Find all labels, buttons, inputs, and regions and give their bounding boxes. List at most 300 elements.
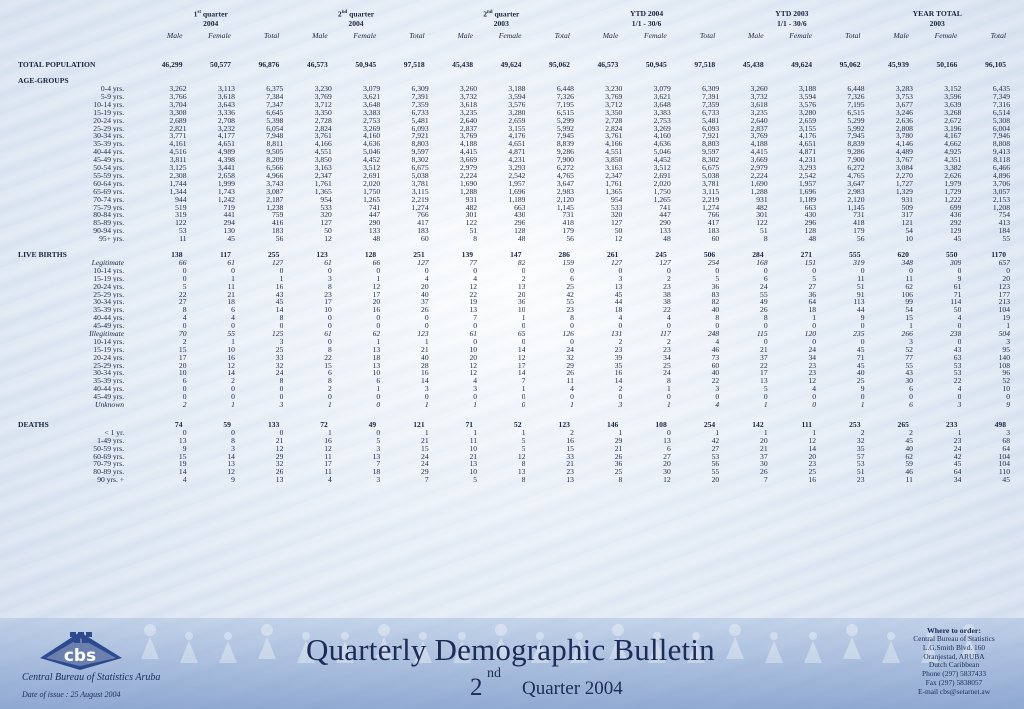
age-group-row	[18, 211, 1010, 219]
cell-value: 5,481	[411, 116, 429, 125]
cell-value: 1	[812, 428, 817, 437]
cell-value: 13	[178, 436, 187, 445]
cell-value: 2	[909, 428, 913, 437]
cell-value: 6,054	[266, 124, 284, 133]
cell-value: 20	[372, 298, 381, 307]
cell-value: 0	[521, 337, 526, 346]
cell-value: 2,808	[895, 124, 913, 133]
deaths-age-row-label: < 1 yr.	[104, 428, 125, 437]
cell-value: 238	[949, 329, 962, 338]
cell-value: 5	[521, 444, 526, 453]
cell-value: 39	[614, 353, 623, 362]
cell-value: 3,057	[992, 187, 1010, 196]
cell-value: 8,302	[411, 156, 429, 164]
period-heading	[719, 9, 864, 19]
cell-value: 6	[666, 444, 671, 453]
cell-value: 45	[856, 361, 865, 370]
cell-value: 2,983	[556, 187, 574, 196]
cell-value: 12	[517, 353, 526, 362]
person-figure-icon	[219, 632, 237, 663]
order-line: Dutch Caribbean	[928, 660, 980, 670]
cell-value: 23	[663, 345, 671, 354]
cell-value: 5,046	[653, 148, 671, 157]
cell-value: 2	[618, 337, 623, 346]
illegitimate-age-row	[18, 338, 1010, 346]
cell-value: 1,999	[217, 179, 235, 188]
cell-value: 50	[324, 227, 332, 235]
cell-value: 13	[469, 306, 478, 315]
cell-value: 115	[756, 329, 768, 338]
cell-value: 19	[469, 298, 478, 307]
cell-value: 1	[424, 337, 429, 346]
cell-value: 235	[853, 329, 865, 338]
cell-value: 16	[227, 353, 235, 362]
cell-value: 14	[227, 369, 235, 378]
cell-value: 5,992	[556, 124, 574, 133]
person-figure-icon	[180, 632, 198, 663]
cell-value: 55	[566, 298, 574, 307]
cell-value: 1	[860, 400, 865, 409]
cell-value: 0	[666, 428, 671, 437]
cell-value: 64	[953, 468, 962, 477]
cell-value: 3,163	[605, 163, 623, 172]
cell-value: 5	[473, 476, 478, 484]
cell-value: 2,347	[314, 171, 332, 180]
cell-value: 49	[760, 298, 768, 307]
order-line: Central Bureau of Statistics	[913, 634, 995, 644]
period-heading-line1: 2	[483, 9, 487, 19]
cell-value: 2,120	[847, 195, 865, 204]
cell-value: 52	[1002, 377, 1010, 386]
cell-value: 15	[178, 452, 187, 461]
cell-value: 0	[957, 266, 962, 275]
cell-value: 36	[614, 460, 623, 469]
age-group-row-label: 10-14 yrs.	[93, 100, 125, 109]
cell-value: 7,391	[411, 92, 429, 101]
cell-value: 0	[570, 392, 574, 401]
cell-value: 104	[998, 460, 1010, 469]
cell-value: 117	[659, 329, 671, 338]
cell-value: 23	[808, 369, 817, 378]
period-heading-ordinal: st	[197, 9, 202, 15]
cell-value: 550	[945, 250, 958, 259]
cell-value: 12	[469, 361, 478, 370]
age-group-row-label: 55-59 yrs.	[93, 171, 125, 180]
cell-value: 11	[227, 282, 235, 291]
cell-value: 10	[372, 369, 381, 378]
cell-value: 261	[606, 250, 619, 259]
cell-value: 766	[417, 211, 429, 220]
cell-value: 3,639	[944, 100, 962, 109]
cell-value: 50,945	[355, 60, 377, 69]
cell-value: 7,349	[992, 92, 1010, 101]
cell-value: 1	[231, 274, 235, 283]
cell-value: 286	[558, 250, 570, 259]
header-spacer	[18, 19, 138, 29]
cell-value: 24	[953, 444, 962, 453]
deaths-age-row-label: 80-89 yrs.	[93, 468, 125, 477]
cell-value: 10	[469, 345, 478, 354]
cell-value: 3,647	[847, 179, 865, 188]
cell-value: 13	[517, 282, 526, 291]
cell-value: 2,979	[459, 163, 478, 172]
cell-value: 3,280	[508, 108, 526, 117]
cell-value: 24	[566, 345, 574, 354]
cell-value: 0	[327, 321, 332, 330]
cell-value: 45,438	[452, 60, 474, 69]
cell-value: 13	[227, 460, 235, 469]
cell-value: 3,336	[217, 108, 235, 117]
cell-value: 4,415	[750, 148, 768, 157]
cell-value: 4	[715, 400, 720, 409]
cell-value: 6,733	[411, 108, 429, 117]
cell-value: 45,438	[742, 60, 764, 69]
cell-value: 2,219	[702, 195, 720, 204]
cell-value: 13	[566, 476, 574, 484]
cell-value: 42	[566, 290, 574, 299]
cell-value: 1	[279, 274, 284, 283]
cell-value: 127	[610, 219, 623, 228]
cell-value: 2,219	[411, 195, 429, 204]
cell-value: 6,093	[411, 124, 429, 133]
deaths-age-row	[18, 452, 1010, 460]
cell-value: 20	[711, 476, 720, 484]
cell-value: 96,105	[985, 60, 1006, 69]
cell-value: 3,232	[217, 124, 235, 133]
cell-value: 3,677	[895, 100, 913, 109]
subtitle-ordinal: nd	[487, 666, 501, 681]
cell-value: 55	[760, 290, 768, 299]
cell-value: 6,566	[266, 163, 284, 172]
cell-value: 4	[182, 314, 187, 322]
cell-value: 23	[663, 282, 671, 291]
cell-value: 21	[566, 460, 574, 469]
cell-value: 3,079	[363, 85, 381, 93]
age-group-row	[18, 156, 1010, 164]
cell-value: 8	[521, 476, 526, 484]
cell-value: 741	[368, 203, 381, 212]
cell-value: 3,704	[169, 100, 187, 109]
cell-value: 19	[1002, 314, 1010, 322]
cell-value: 0	[424, 314, 429, 322]
cell-value: 11	[566, 377, 574, 386]
cell-value: 1,957	[508, 179, 526, 188]
cell-value: 931	[465, 195, 478, 204]
cell-value: 301	[756, 211, 768, 220]
cell-value: 4,231	[798, 156, 817, 164]
cell-value: 3,269	[653, 124, 671, 133]
cell-value: 2	[860, 428, 865, 437]
cell-value: 21	[421, 436, 429, 445]
cell-value: 8,808	[992, 140, 1010, 149]
cell-value: 1	[327, 428, 332, 437]
cell-value: 1,189	[798, 195, 817, 204]
cell-value: 16	[614, 369, 623, 378]
age-group-row	[18, 85, 1010, 93]
cell-value: 4,177	[217, 132, 235, 141]
cell-value: 128	[514, 227, 526, 235]
cell-value: 620	[897, 250, 909, 259]
cell-value: 140	[998, 353, 1010, 362]
header-spacer	[18, 9, 138, 19]
cell-value: 2	[570, 428, 574, 437]
cell-value: 265	[897, 420, 909, 429]
cell-value: 12	[372, 282, 381, 291]
cell-value: 253	[849, 420, 861, 429]
cell-value: 64	[1002, 444, 1010, 453]
cell-value: 15	[178, 345, 187, 354]
cell-value: 1,274	[411, 203, 429, 212]
deaths-age-row-label: 60-69 yrs.	[93, 452, 125, 461]
cell-value: 8	[327, 377, 332, 386]
age-groups-heading	[18, 69, 1010, 85]
cell-value: 9,505	[266, 148, 284, 157]
cell-value: 254	[703, 420, 716, 429]
illegitimate-age-row	[18, 369, 1010, 377]
cell-value: 25	[856, 377, 865, 386]
cell-value: 55	[711, 468, 720, 477]
cell-value: 133	[267, 420, 280, 429]
cell-value: 1,145	[847, 203, 865, 212]
cell-value: 10	[324, 306, 332, 315]
cell-value: 7,359	[411, 100, 429, 109]
cell-value: 3,230	[605, 85, 623, 93]
cell-value: 4,636	[363, 140, 381, 149]
cell-value: 130	[223, 227, 235, 235]
cell-value: 10	[905, 234, 913, 243]
cell-value: 64	[808, 298, 817, 307]
cell-value: 2	[182, 337, 187, 346]
age-group-row-label: 40-44 yrs.	[93, 148, 125, 157]
cell-value: 3,084	[895, 163, 913, 172]
cell-value: 0	[231, 428, 235, 437]
column-heading: Male	[457, 31, 474, 41]
cell-value: 30	[663, 468, 671, 477]
age-group-row-label: 25-29 yrs.	[93, 124, 125, 133]
cell-value: 30	[905, 377, 913, 386]
deaths-age-row	[18, 476, 1010, 484]
cell-value: 1	[666, 400, 671, 409]
cell-value: 3,669	[750, 156, 768, 164]
cell-value: 0	[618, 321, 623, 330]
period-subheading: 2003	[493, 19, 509, 29]
cell-value: 50	[614, 227, 623, 235]
cell-value: 2,821	[169, 124, 187, 133]
period-heading-line1: 2	[337, 9, 342, 19]
column-heading: Total	[554, 31, 570, 41]
cell-value: 1,265	[363, 195, 381, 204]
cell-value: 0	[666, 266, 671, 275]
cell-value: 23	[808, 361, 817, 370]
cell-value: 108	[655, 420, 667, 429]
cell-value: 413	[998, 219, 1010, 228]
cell-value: 0	[376, 392, 381, 401]
cell-value: 3	[327, 274, 332, 283]
org-name: Central Bureau of Statistics Aruba	[22, 672, 161, 683]
cell-value: 59	[905, 460, 913, 469]
cell-value: 36	[808, 290, 817, 299]
cell-value: 29	[566, 361, 574, 370]
cell-value: 20	[469, 353, 478, 362]
cell-value: 9,597	[702, 148, 720, 157]
cell-value: 1	[376, 385, 381, 393]
cell-value: 74	[174, 420, 183, 429]
cell-value: 3	[279, 400, 284, 409]
cell-value: 6,004	[992, 124, 1010, 133]
cell-value: 3,188	[508, 85, 526, 93]
cell-value: 4	[666, 314, 671, 322]
cell-value: 125	[271, 329, 284, 338]
cell-value: 1	[570, 400, 574, 409]
cell-value: 1,729	[944, 187, 962, 196]
cell-value: 0	[521, 266, 526, 275]
cell-value: 0	[279, 321, 284, 330]
cell-value: 114	[950, 298, 962, 307]
cell-value: 70	[178, 329, 187, 338]
cell-value: 1,189	[508, 195, 526, 204]
deaths-age-row-label: 70-79 yrs.	[93, 460, 125, 469]
cell-value: 3,769	[459, 132, 478, 141]
cell-value: 4,415	[459, 148, 478, 157]
cell-value: 519	[175, 203, 187, 212]
cell-value: 127	[417, 258, 429, 267]
logo-square	[74, 638, 80, 643]
cell-value: 1	[231, 337, 235, 346]
column-heading: Female	[208, 31, 231, 41]
deaths-age-row	[18, 460, 1010, 468]
cell-value: 126	[562, 329, 574, 338]
column-heading: Female	[643, 31, 667, 41]
cell-value: 61	[469, 329, 478, 338]
cell-value: 2	[521, 274, 526, 283]
cell-value: 9,597	[411, 148, 429, 157]
cell-value: 1,145	[556, 203, 574, 212]
cell-value: 20	[178, 361, 187, 370]
cell-value: 11	[324, 468, 332, 477]
cell-value: 3,383	[653, 108, 671, 117]
cell-value: 0	[376, 428, 381, 437]
cell-value: 0	[327, 314, 332, 322]
cell-value: 5,992	[847, 124, 865, 133]
cell-value: 38	[663, 290, 671, 299]
cell-value: 3,188	[798, 85, 817, 93]
cell-value: 12	[324, 444, 332, 453]
cell-value: 3,712	[314, 100, 332, 109]
cell-value: 0	[182, 428, 187, 437]
cell-value: 0	[279, 266, 284, 275]
cell-value: 8	[327, 282, 332, 291]
cell-value: 3,155	[798, 124, 817, 133]
cell-value: 4,176	[508, 132, 526, 141]
cell-value: 184	[998, 227, 1010, 235]
cell-value: 4	[473, 377, 478, 386]
cell-value: 53	[711, 452, 720, 461]
cell-value: 6,309	[702, 85, 720, 93]
cell-value: 4,351	[944, 156, 962, 164]
cell-value: 1,696	[508, 187, 526, 196]
cell-value: 11	[469, 436, 478, 445]
cell-value: 6	[231, 306, 235, 315]
cell-value: 4,651	[508, 140, 526, 149]
cell-value: 1,265	[653, 195, 671, 204]
cell-value: 8	[618, 476, 623, 484]
cell-value: 45	[856, 345, 865, 354]
cell-value: 52	[905, 345, 913, 354]
cell-value: 1,222	[944, 195, 962, 204]
age-group-row	[18, 188, 1010, 196]
cell-value: 4,166	[605, 140, 623, 149]
cell-value: 48	[663, 234, 671, 243]
deaths-age-row	[18, 429, 1010, 437]
legitimate-age-row-label: 45-49 yrs.	[93, 321, 125, 330]
cell-value: 45	[905, 436, 913, 445]
age-group-row-label: 35-39 yrs.	[93, 140, 125, 149]
cell-value: 27	[808, 282, 817, 291]
cell-value: 0	[327, 266, 332, 275]
cell-value: 104	[998, 452, 1010, 461]
cell-value: 14	[227, 452, 235, 461]
cell-value: 1,288	[459, 187, 478, 196]
cell-value: 106	[901, 290, 913, 299]
section-head-fill	[138, 69, 1010, 85]
cell-value: 1,690	[750, 179, 768, 188]
cell-value: 3,115	[411, 187, 429, 196]
illegitimate-age-row-label: 40-44 yrs.	[93, 385, 125, 393]
cell-value: 3,621	[363, 92, 381, 101]
cell-value: 8	[473, 234, 478, 243]
cell-value: 3,293	[508, 163, 526, 172]
cell-value: 0	[812, 392, 817, 401]
cell-value: 0	[763, 337, 768, 346]
cell-value: 17	[324, 298, 332, 307]
cell-value: 13	[275, 476, 284, 484]
cell-value: 8,118	[993, 156, 1010, 164]
cell-value: 4,765	[556, 171, 574, 180]
cell-value: 20	[1002, 274, 1010, 283]
cell-value: 56	[711, 460, 720, 469]
cell-value: 2,153	[992, 195, 1010, 204]
cell-value: 0	[376, 321, 381, 330]
cell-value: 1	[424, 400, 429, 409]
subtitle-number: 2	[470, 674, 483, 701]
age-group-row-label: 45-49 yrs.	[93, 156, 125, 164]
cell-value: 11	[905, 274, 913, 283]
cell-value: 3,781	[702, 179, 720, 188]
cell-value: 0	[957, 337, 962, 346]
cell-value: 2,542	[798, 171, 817, 180]
person-figure-icon	[804, 632, 822, 663]
legitimate-age-row-label: 10-14 yrs.	[93, 266, 125, 275]
period-heading-line1: 1	[193, 9, 198, 19]
cell-value: 5,299	[556, 116, 574, 125]
cell-value: 3,769	[750, 132, 768, 141]
cell-value: 954	[610, 195, 623, 204]
cell-value: 159	[562, 258, 574, 267]
cell-value: 1,288	[750, 187, 768, 196]
cell-value: 1,743	[217, 187, 235, 196]
legitimate-age-row	[18, 275, 1010, 283]
cell-value: 21	[760, 345, 768, 354]
cell-value: 21	[614, 444, 623, 453]
cell-value: 0	[570, 266, 574, 275]
cell-value: 18	[372, 353, 381, 362]
column-heading: Total	[990, 31, 1006, 41]
cell-value: 23	[614, 345, 623, 354]
cell-value: 3,441	[217, 163, 235, 172]
cell-value: 6,675	[702, 163, 720, 172]
cell-value: 40	[711, 306, 720, 315]
cell-value: 23	[856, 476, 865, 484]
